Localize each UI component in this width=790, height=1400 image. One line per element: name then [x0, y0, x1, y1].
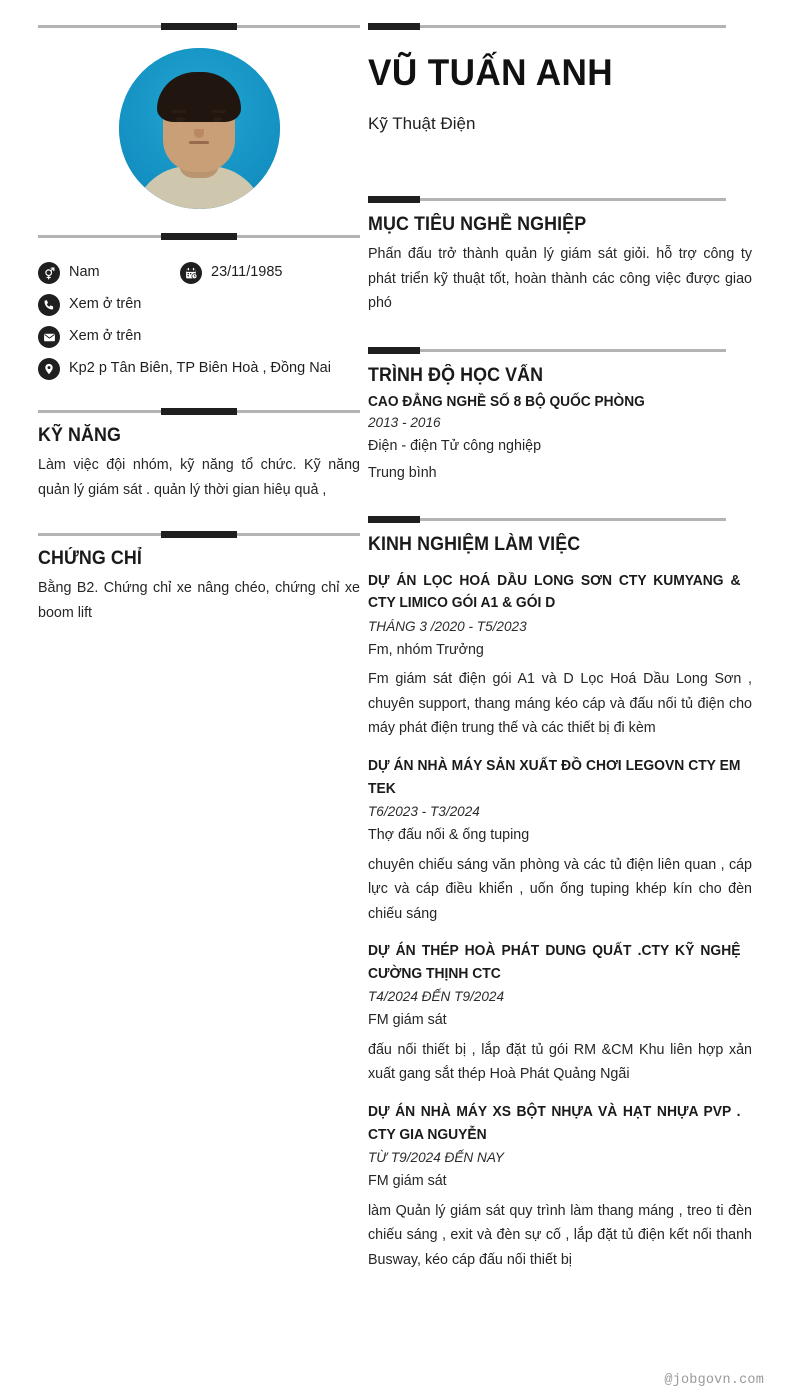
- experience-item-description: Fm giám sát điện gói A1 và D Lọc Hoá Dầu Long Sơn , chuyên support, thang máng kéo cáp và đấu nối tủ điện cho máy phát điện trung thế và các thiết bị đi kèm: [368, 671, 752, 737]
- certificates-text: Bằng B2. Chứng chỉ xe nâng chéo, chứng chỉ xe boom lift: [38, 580, 360, 621]
- contact-item-birthday: [180, 262, 283, 284]
- photo-eyebrow-right: [212, 110, 226, 113]
- skills-title: KỸ NĂNG: [38, 425, 122, 446]
- photo-mouth: [189, 141, 209, 144]
- right-column: [360, 0, 790, 1272]
- contact-item-email: [38, 326, 141, 348]
- profile-photo-wrapper: [38, 48, 360, 209]
- education-grade: Trung bình: [368, 465, 437, 482]
- objective-text: Phấn đấu trở thành quản lý giám sát giỏi. hỗ trợ công ty phát triển kỹ thuật tốt, hoàn thành các công việc được giao phó: [368, 246, 752, 312]
- divider-objective: [368, 198, 726, 201]
- education-major: Điện - điện Tử công nghiệp: [368, 437, 542, 454]
- address-value: Kp2 p Tân Biên, TP Biên Hoà , Đồng Nai: [69, 360, 331, 377]
- education-school: CAO ĐẲNG NGHỀ SỐ 8 BỘ QUỐC PHÒNG: [368, 393, 645, 410]
- contact-item-gender: [38, 262, 180, 284]
- experience-item-description: chuyên chiếu sáng văn phòng và các tủ điện liên quan , cáp lực và cáp điều khiển , uốn ống tuping khép kín cho đèn chiếu sáng: [368, 856, 752, 922]
- divider-top-left: [38, 25, 360, 28]
- education-date: 2013 - 2016: [368, 414, 441, 430]
- contact-row-gender-birthday: [38, 262, 360, 284]
- contact-row-address: [38, 358, 360, 380]
- birthday-value: 23/11/1985: [211, 264, 283, 281]
- divider-certificates: [38, 533, 360, 536]
- divider-below-photo: [38, 235, 360, 238]
- phone-icon: [38, 294, 60, 316]
- education-title: TRÌNH ĐỘ HỌC VẤN: [368, 364, 544, 386]
- contact-item-address: [38, 358, 331, 380]
- objective-title: MỤC TIÊU NGHỀ NGHIỆP: [368, 214, 587, 235]
- contact-item-phone: [38, 294, 141, 316]
- divider-top-right: [368, 25, 726, 28]
- photo-eyebrow-left: [172, 110, 186, 113]
- experience-item-date: T6/2023 - T3/2024: [368, 804, 480, 820]
- experience-item-description: đấu nối thiết bị , lắp đặt tủ gói RM &CM Khu liên hợp xản xuất gang sắt thép Hoà Phát Quảng Ngãi: [368, 1041, 752, 1083]
- experience-item: [368, 570, 752, 741]
- skills-text: Làm việc đội nhóm, kỹ năng tổ chức. Kỹ năng quản lý giám sát . quản lý thời gian hiêụ quả ,: [38, 457, 360, 498]
- watermark: @jobgovn.com: [664, 1373, 764, 1388]
- contact-row-email: [38, 326, 360, 348]
- experience-item-role: Fm, nhóm Trưởng: [368, 641, 484, 658]
- photo-eye-right: [213, 117, 222, 122]
- gender-icon: [38, 262, 60, 284]
- experience-item-date: THÁNG 3 /2020 - T5/2023: [368, 618, 527, 634]
- email-icon: [38, 326, 60, 348]
- page-title: VŨ TUẤN ANH: [368, 52, 614, 93]
- experience-item-title: DỰ ÁN NHÀ MÁY XS BỘT NHỰA VÀ HẠT NHỰA PVP . CTY GIA NGUYỄN: [368, 1104, 741, 1143]
- experience-item-date: TỪ T9/2024 ĐẾN NAY: [368, 1150, 504, 1166]
- left-column: [0, 0, 360, 625]
- experience-item-description: làm Quản lý giám sát quy trình làm thang máng , treo ti đèn chiếu sáng , exit và đèn sự cố , lắp đặt tủ điện kết nối thanh Busway, kéo cáp đấu nối thiết bị: [368, 1202, 752, 1268]
- avatar: [119, 48, 280, 209]
- location-icon: [38, 358, 60, 380]
- contact-row-phone: [38, 294, 360, 316]
- experience-item-date: T4/2024 ĐẾN T9/2024: [368, 989, 505, 1005]
- divider-skills: [38, 410, 360, 413]
- divider-experience: [368, 518, 726, 521]
- gender-value: Nam: [69, 264, 100, 281]
- contact-block: [38, 262, 360, 380]
- experience-item: [368, 940, 752, 1087]
- phone-value: Xem ở trên: [69, 296, 142, 313]
- certificates-title: CHỨNG CHỈ: [38, 548, 142, 570]
- experience-item-role: FM giám sát: [368, 1012, 447, 1029]
- experience-item-title: DỰ ÁN LỌC HOÁ DẦU LONG SƠN CTY KUMYANG & CTY LIMICO GÓI A1 & GÓI D: [368, 572, 741, 612]
- experience-item-title: DỰ ÁN NHÀ MÁY SẢN XUẤT ĐỒ CHƠI LEGOVN CTY EM TEK: [368, 757, 741, 797]
- email-value: Xem ở trên: [69, 328, 142, 345]
- calendar-icon: [180, 262, 202, 284]
- experience-item: [368, 755, 752, 926]
- experience-title: KINH NGHIỆM LÀM VIỆC: [368, 533, 581, 555]
- experience-item-role: Thợ đấu nối & ống tuping: [368, 827, 530, 844]
- divider-education: [368, 349, 726, 352]
- experience-item-title: DỰ ÁN THÉP HOÀ PHÁT DUNG QUẤT .CTY KỸ NGHỆ CƯỜNG THỊNH CTC: [368, 943, 741, 982]
- experience-item: [368, 1101, 752, 1272]
- job-position: Kỹ Thuật Điện: [368, 114, 476, 133]
- experience-item-role: FM giám sát: [368, 1173, 447, 1190]
